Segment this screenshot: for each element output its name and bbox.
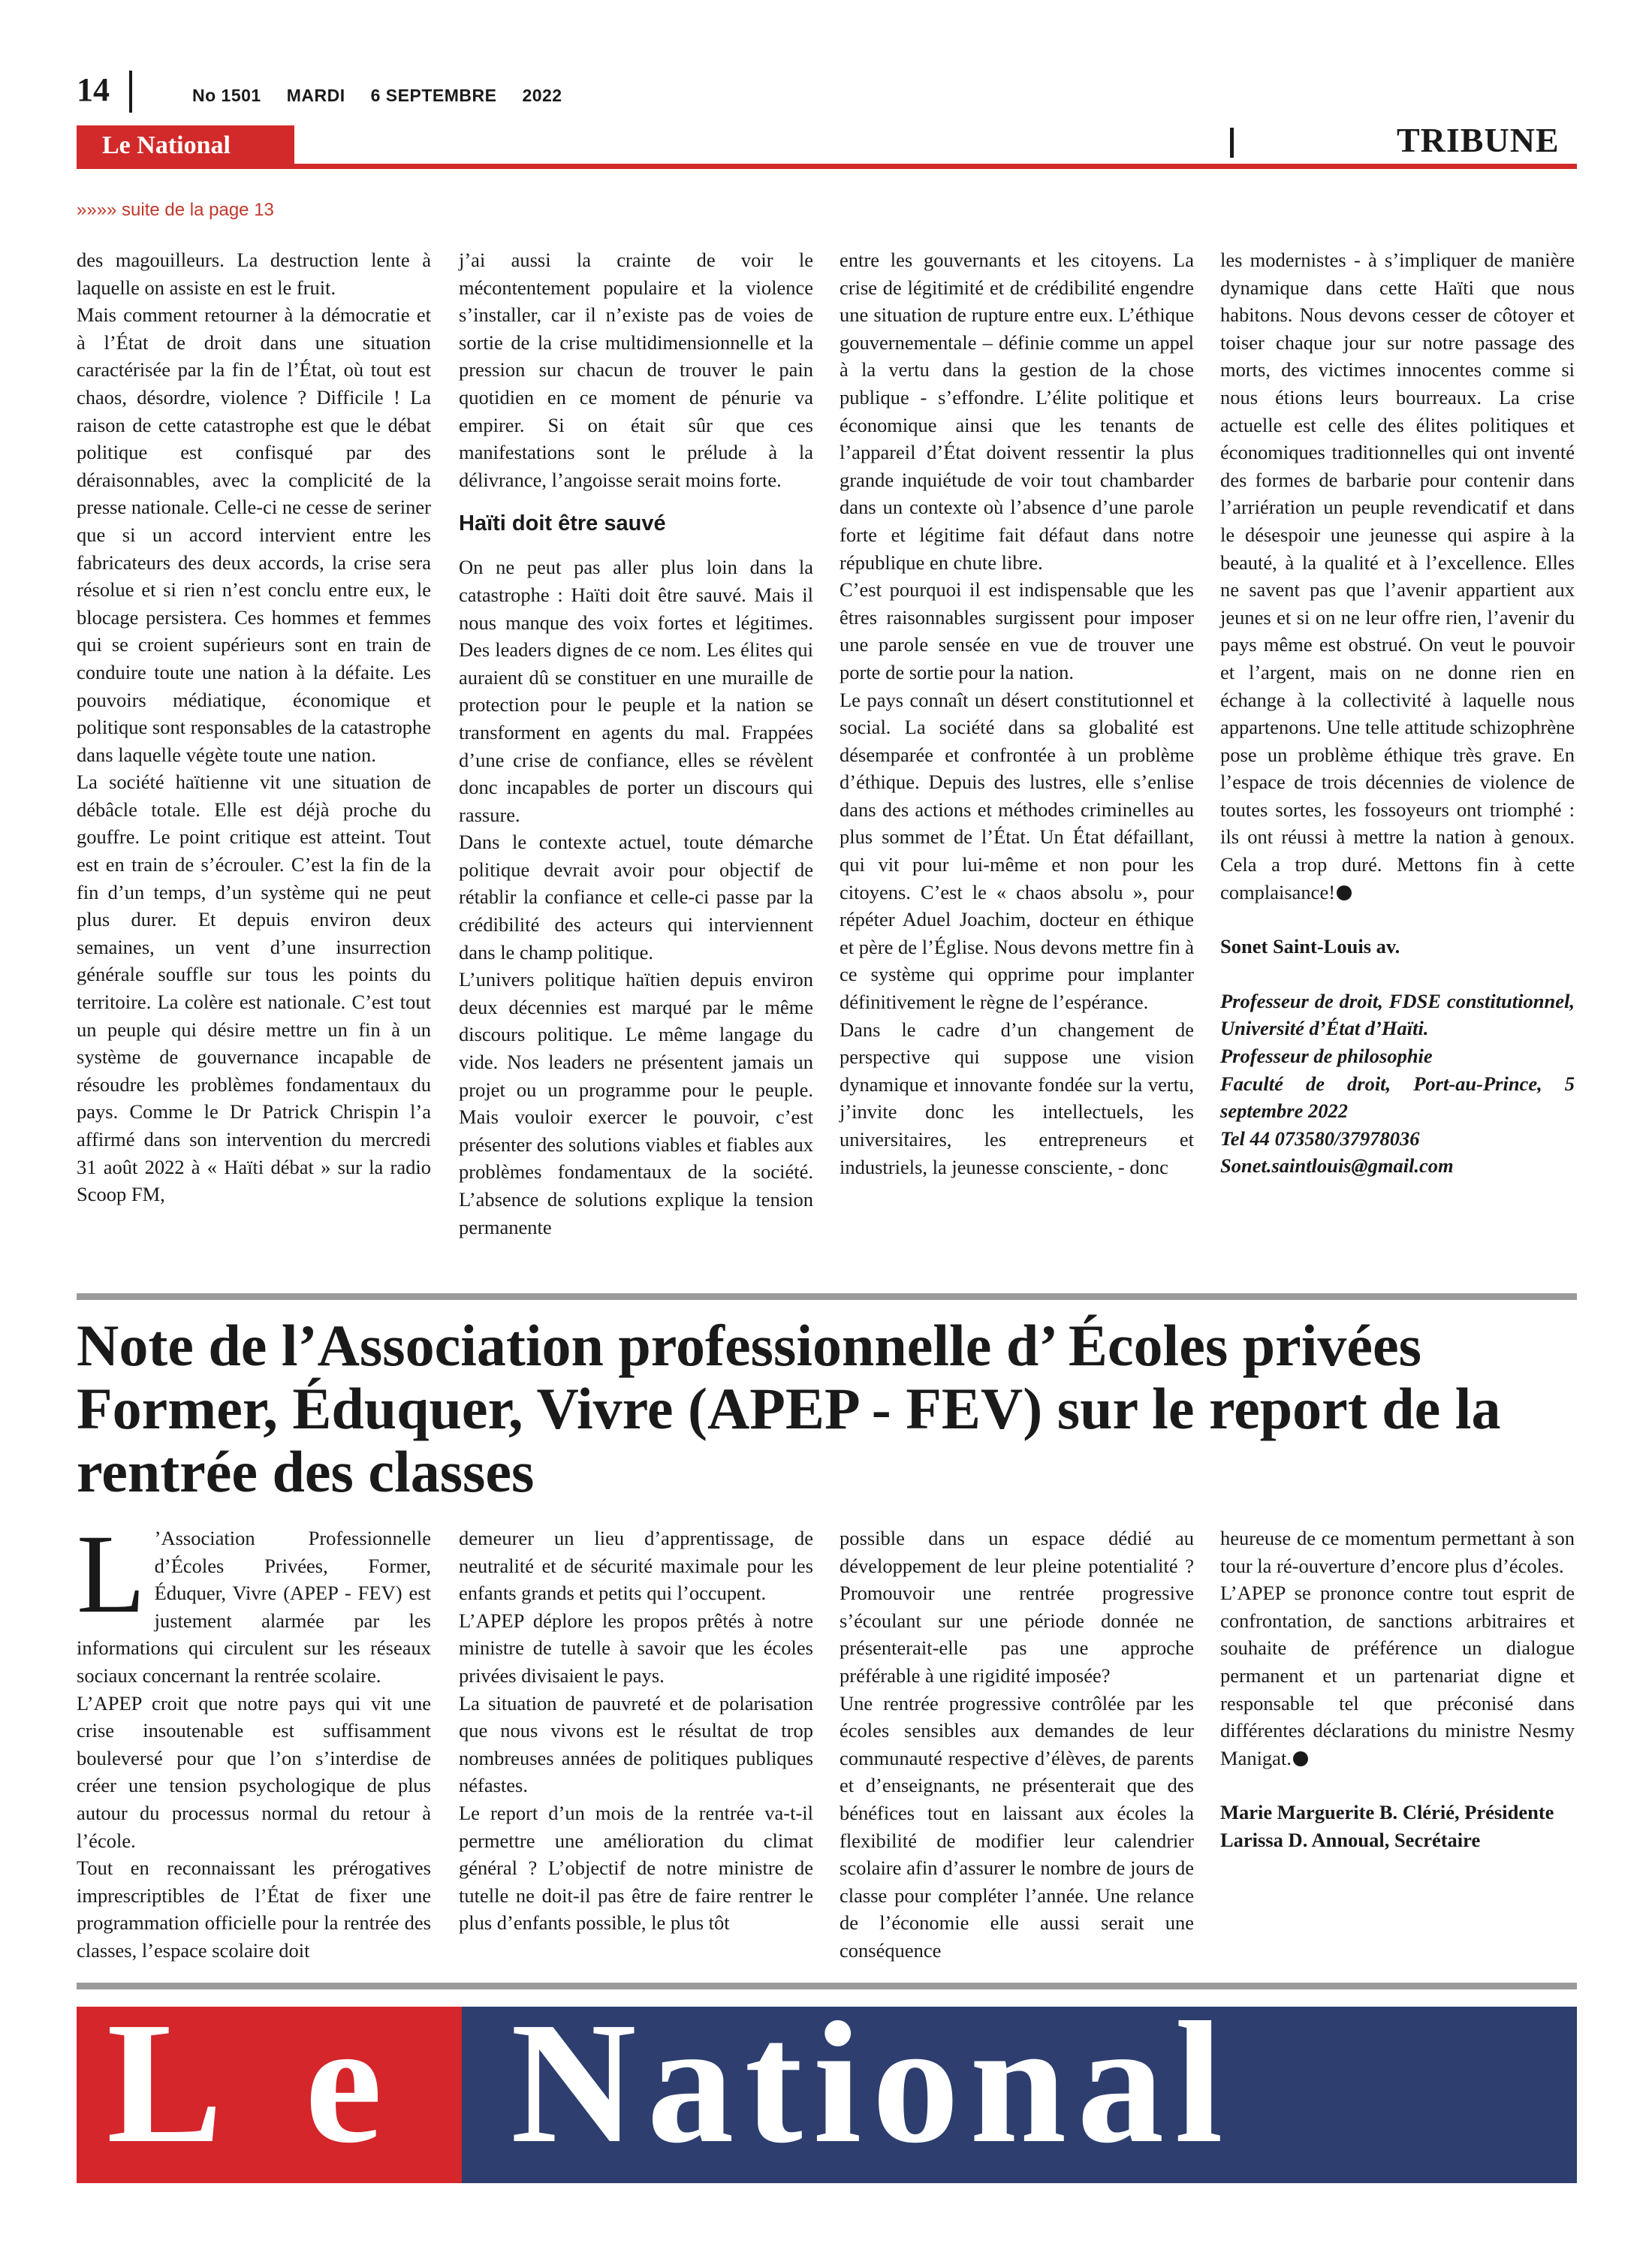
article2-headline: Note de l’Association professionnelle d’ Écoles privées Former, Éduquer, Vivre (APEP - FEV) sur le report de la rentrée des classes — [77, 1313, 1501, 1504]
page-number-divider — [129, 71, 132, 113]
continued-from-link[interactable]: »»»» suite de la page 13 — [77, 200, 274, 220]
article1-column-3 — [840, 246, 1194, 1181]
paragraph: La société haïtienne vit une situation de débâcle totale. Elle est déjà proche du gouffre. Le point critique est atteint. Tout est en train de s’écrouler. C’est la fin de la fin d’un temps, d’un système qui ne peut plus durer. Et depuis environ deux semaines, un vent d’une insurrection générale souffle sur tous les points du territoire. La colère est nationale. C’est tout un peuple qui désire mettre un fin à un système de gouvernance incapable de résoudre les problèmes fondamentaux du pays. Comme le Dr Patrick Chrispin l’a affirmé dans son intervention du mercredi 31 août 2022 à « Haïti débat » sur la radio Scoop FM, — [77, 771, 431, 1206]
section-label: TRIBUNE — [1397, 121, 1560, 159]
article1-subheading: Haïti doit être sauvé — [459, 511, 666, 536]
paragraph: possible dans un espace dédié au développement de leur pleine potentialité ? Promouvoir une rentrée progressive s’écoulant sur une période donnée ne présenterait-elle pas une approche préférable à une rigidité imposée? — [840, 1527, 1194, 1687]
paragraph: Tout en reconnaissant les prérogatives imprescriptibles de l’État de fixer une programmation officielle pour la rentrée des classes, l’espace scolaire doit — [77, 1856, 431, 1962]
paragraph: L’univers politique haïtien depuis environ deux décennies est marqué par le même discours politique. Le même langage du vide. Nos leaders ne présentent jamais un projet ou un programme pour le peuple. Mais vouloir exercer le pouvoir, c’est présenter des solutions viables et fiables aux problèmes fondamentaux de la société. L’absence de solutions explique la tension permanente — [459, 968, 813, 1238]
article2-column-3 — [840, 1525, 1194, 1965]
paragraph: heureuse de ce momentum permettant à son tour la ré-ouverture d’encore plus d’écoles. — [1220, 1527, 1575, 1577]
drop-cap: L — [77, 1512, 146, 1636]
credit-line: Tel 44 073580/37978036 — [1220, 1126, 1420, 1150]
paragraph-text: les modernistes - à s’impliquer de manière dynamique dans cette Haïti que nous habitons. Nous devons cesser de côtoyer et toiser chaque jour sur notre passage des morts, des victimes innocentes comme si nous étions leurs bourreaux. La crise actuelle est celle des élites politiques et économiques traditionnelles qui ont inventé des formes de barbarie pour contenir dans l’arriération un peuple revendicatif et dans le désespoir une jeunesse qui aspire à la beauté, à la qualité et à l’excellence. Elles ne savent pas que l’avenir appartient aux jeunes et si on ne leur offre rien, l’avenir du pays même est obstrué. On veut le pouvoir et l’argent, mais on ne donne rien en échange à la collectivité à laquelle nous appartenons. Une telle attitude schizophrène pose un problème éthique très grave. En l’espace de trois décennies de violence de toutes sortes, les fossoyeurs ont triomphé : ils ont réussi à mettre la nation à genoux. Cela a trop duré. Mettons fin à cette complaisance! — [1220, 249, 1575, 903]
section-divider — [1230, 128, 1234, 158]
paragraph — [1220, 1579, 1575, 1772]
paragraph: C’est pourquoi il est indispensable que les êtres raisonnables surgissent pour imposer une parole sensée en vue de trouver une porte de sortie pour la nation. — [840, 578, 1194, 683]
banner-letter-e: e — [305, 1986, 382, 2179]
paragraph — [77, 1512, 431, 1690]
author-email: Sonet.saintlouis@gmail.com — [1220, 1154, 1454, 1178]
paragraph-text: ’Association Professionnelle d’Écoles Privées, Former, Éduquer, Vivre (APEP - FEV) est justement alarmée par les informations qui circulent sur les réseaux sociaux concernant la rentrée scolaire. — [77, 1527, 431, 1687]
paragraph: Dans le cadre d’un changement de perspective qui suppose une vision dynamique et innovante fondée sur la vertu, j’invite donc les intellectuels, les universitaires, les entrepreneurs et industriels, la jeunesse consciente, - donc — [840, 1018, 1194, 1178]
paragraph: j’ai aussi la crainte de voir le mécontentement populaire et la violence s’installer, car il n’existe pas de voies de sortie de la crise multidimensionnelle et la pression sur chacun de trouver le pain quotidien en ce moment de pénurie va empirer. Si on était sûr que ces manifestations sont le prélude à la délivrance, l’angoisse serait moins forte. — [459, 249, 813, 491]
paragraph-text: L’APEP se prononce contre tout esprit de confrontation, de sanctions arbitraires et souhaite de préférence un dialogue permanent et un partenariat digne et responsable tel que préconisé dans différentes déclarations du ministre Nesmy Manigat. — [1220, 1582, 1575, 1769]
credit-line: Faculté de droit, Port-au-Prince, 5 septembre 2022 — [1220, 1072, 1575, 1123]
issue-date-line — [192, 86, 562, 106]
author-name: Sonet Saint-Louis av. — [1220, 935, 1400, 958]
author-credits — [1220, 988, 1575, 1180]
article1-column-1 — [77, 246, 431, 1208]
paragraph: Le report d’un mois de la rentrée va-t-il permettre une amélioration du climat général ? L’objectif de notre ministre de tutelle ne doit-il pas être de faire rentrer le plus d’enfants possible, le plus tôt — [459, 1801, 813, 1935]
article-divider — [77, 1293, 1577, 1300]
publication-year: 2022 — [522, 86, 562, 105]
article1-column-2 — [459, 246, 813, 1241]
paragraph: Mais comment retourner à la démocratie et à l’État de droit dans une situation caractérisée par la fin de l’État, où tout est chaos, désordre, violence ? Difficile ! La raison de cette catastrophe est que le débat politique est confisqué par des déraisonnables, avec la complicité de la presse nationale. Celle-ci ne cesse de seriner que si un accord intervient entre les fabricateurs des deux accords, la crise sera résolue et si rien n’est conclu entre eux, le blocage persistera. Ces hommes et femmes qui se croient supérieurs sont en train de conduire toute une nation à la défaite. Les pouvoirs médiatique, économique et politique sont responsables de la catastrophe dans laquelle végète toute une nation. — [77, 303, 431, 766]
article2-column-1 — [77, 1512, 431, 1965]
brand-name: Le National — [102, 131, 231, 159]
banner-letter-l: L — [107, 1986, 223, 2179]
header-rule — [77, 164, 1577, 169]
paragraph: Une rentrée progressive contrôlée par les écoles sensibles aux demandes de leur communauté respective d’élèves, de parents et d’enseignants, ne présenterait que des bénéfices tout en laissant aux écoles la flexibilité de modifier leur calendrier scolaire afin d’assurer le nombre de jours de classe pour compléter l’année. Une relance de l’économie elle aussi serait une conséquence — [840, 1691, 1194, 1962]
weekday: MARDI — [286, 86, 345, 105]
end-of-article-icon — [1337, 885, 1352, 900]
paragraph: Dans le contexte actuel, toute démarche politique devrait avoir pour objectif de rétablir la confiance et celle-ci passe par la crédibilité des acteurs qui interviennent dans le champ politique. — [459, 831, 813, 964]
paragraph: On ne peut pas aller plus loin dans la catastrophe : Haïti doit être sauvé. Mais il nous manque des voix fortes et légitimes. Des leaders dignes de ce nom. Les élites qui auraient dû se constituer en une muraille de protection pour le peuple et la nation se transforment en agents du mal. Frappées d’une crise de confiance, elles se révèlent donc incapables de porter un discours qui rassure. — [459, 556, 813, 826]
article2-column-4 — [1220, 1525, 1575, 1854]
credit-line: Professeur de droit, FDSE constitutionnel, Université d’État d’Haïti. — [1220, 989, 1575, 1040]
banner-wordmark: National — [511, 1986, 1234, 2179]
article2-column-2 — [459, 1525, 813, 1937]
paragraph: La situation de pauvreté et de polarisation que nous vivons est le résultat de trop nombreuses années de politiques publiques néfastes. — [459, 1691, 813, 1797]
paragraph: entre les gouvernants et les citoyens. La crise de légitimité et de crédibilité engendre une situation de rupture entre eux. L’éthique gouvernementale – définie comme un appel à la vertu dans la gestion de la chose publique - s’effondre. L’élite politique et économique ainsi que les tenants de l’appareil d’État doivent ressentir la plus grande inquiétude de voir tout chambarder dans un contexte où l’absence d’une parole forte et légitime fait défaut dans notre république en chute libre. — [840, 249, 1194, 574]
page-number: 14 — [77, 71, 110, 108]
publication-date: 6 SEPTEMBRE — [370, 86, 497, 105]
issue-number: No 1501 — [192, 86, 261, 105]
end-of-article-icon — [1293, 1751, 1308, 1766]
paragraph: des magouilleurs. La destruction lente à laquelle on assiste en est le fruit. — [77, 249, 431, 299]
article1-column-4 — [1220, 246, 1575, 1180]
signatory: Marie Marguerite B. Clérié, Présidente — [1220, 1801, 1554, 1824]
credit-line: Professeur de philosophie — [1220, 1045, 1433, 1068]
paragraph: L’APEP déplore les propos prêtés à notre ministre de tutelle à savoir que les écoles privées divisaient le pays. — [459, 1609, 813, 1687]
paragraph — [1220, 246, 1575, 906]
paragraph: demeurer un lieu d’apprentissage, de neutralité et de sécurité maximale pour les enfants grands et petits qui l’occupent. — [459, 1527, 813, 1605]
signatory: Larissa D. Annoual, Secrétaire — [1220, 1828, 1481, 1851]
paragraph: Le pays connaît un désert constitutionnel et social. La société dans sa globalité est désemparée et confrontée à un problème d’éthique. Depuis des lustres, elle s’enlise dans des actions et méthodes criminelles au plus sommet de l’État. Un État défaillant, qui vit pour lui-même et non pour les citoyens. C’est le « chaos absolu », pour répéter Aduel Joachim, docteur en éthique et père de l’Église. Nous devons mettre fin à ce système qui opprime pour implanter définitivement le règne de l’espérance. — [840, 688, 1194, 1014]
paragraph: L’APEP croit que notre pays qui vit une crise insoutenable est suffisamment bouleversé pour que l’on s’interdise de créer une tension psychologique de plus autour du processus normal du retour à l’école. — [77, 1691, 431, 1852]
